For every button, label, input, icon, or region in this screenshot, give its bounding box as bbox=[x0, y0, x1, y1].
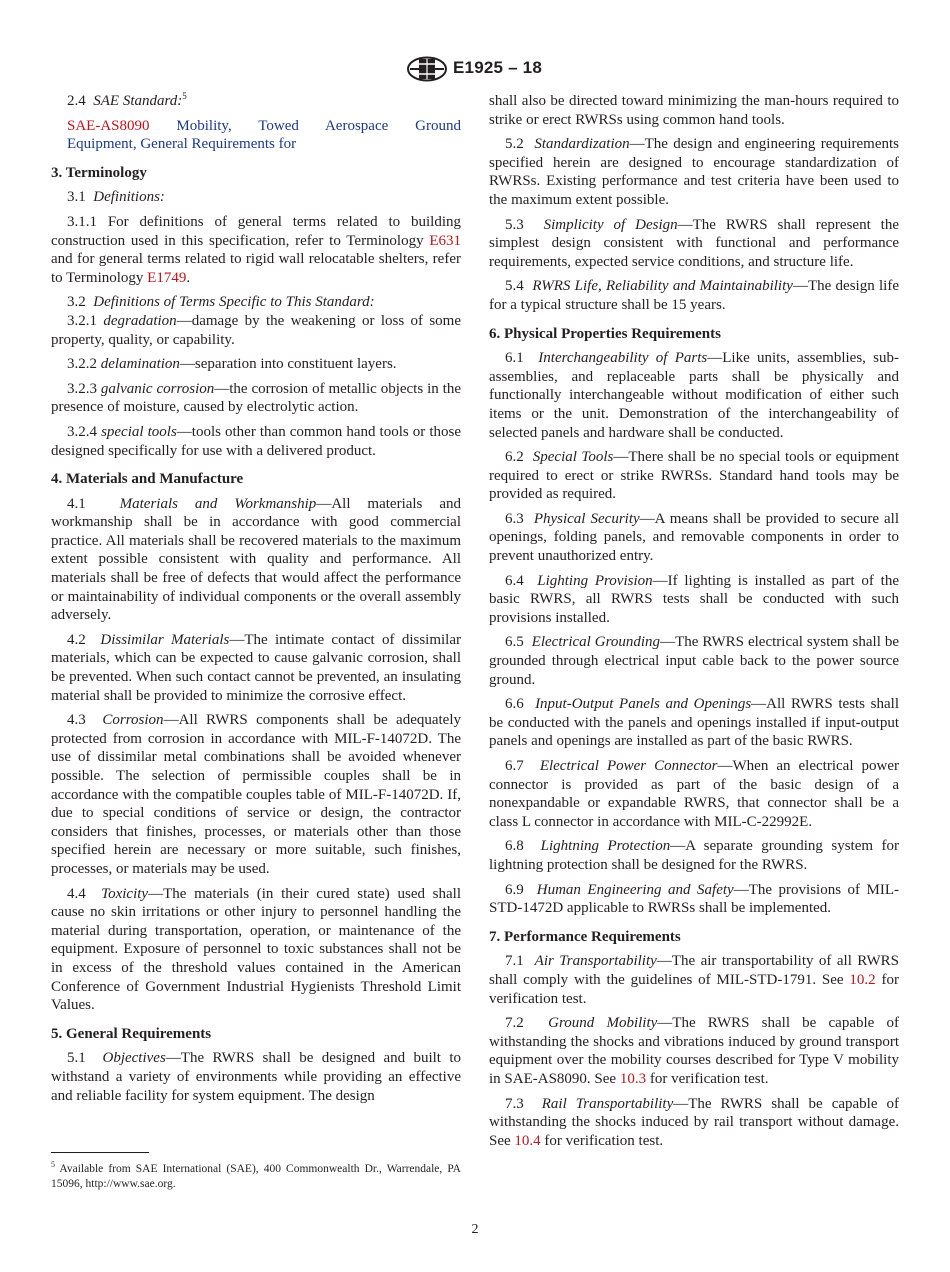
section-3-1-1: 3.1.1 For definitions of general terms related to building construction used in this specification, refer to Terminology E631 and for general terms related to rigid wall relocatable shelters, refer to Terminology E1749. bbox=[51, 213, 461, 286]
section-6-7: 6.7 Electrical Power Connector—When an electrical power connector is provided as part of the basic design of a nonexpandable or expandable RWRS, that connector shall be a class L connector in accordance with MIL-C-22992E. bbox=[489, 758, 899, 830]
section-3-2-3: 3.2.3 galvanic corrosion—the corrosion of metallic objects in the presence of moisture, caused by electrolytic action. bbox=[51, 380, 462, 416]
section-7-3: 7.3 Rail Transportability—The RWRS shall be capable of withstanding the shocks induced by rail transport without damage. See 10.4 for verification test. bbox=[489, 1095, 899, 1149]
ref-10-3-link[interactable]: 10.3 bbox=[619, 1070, 647, 1087]
astm-logo-icon bbox=[406, 56, 448, 82]
section-6-6: 6.6 Input-Output Panels and Openings—All RWRS tests shall be conducted with the panels and openings installed if input-output panels and openings are installed as part of the basic RWRS. bbox=[489, 696, 899, 750]
page-header bbox=[0, 56, 950, 82]
section-6-4: 6.4 Lighting Provision—If lighting is installed as part of the basic RWRS, all RWRS tests shall be conducted with such provisions installed. bbox=[489, 572, 899, 626]
section-3-2-4: 3.2.4 special tools—tools other than common hand tools or those designed specifically for use with a delivered product. bbox=[51, 423, 461, 459]
section-6-9: 6.9 Human Engineering and Safety—The provisions of MIL-STD-1472D applicable to RWRSs shall be implemented. bbox=[489, 881, 900, 917]
footnote-5: $^5$ Available from SAE International (SAE), 400 Commonwealth Dr., Warrendale, PA 15096, http://www.sae.org. bbox=[51, 1160, 461, 1190]
section-5-4: 5.4 RWRS Life, Reliability and Maintainability—The design life for a typical structure shall be 15 years. bbox=[489, 278, 899, 313]
section-3-2: 3.2 Definitions of Terms Specific to This Standard: bbox=[67, 294, 375, 311]
section-2-4: 2.4 SAE Standard:$^5$ bbox=[67, 91, 187, 109]
section-3-heading: 3. Terminology bbox=[51, 164, 147, 181]
sae-as8090-link[interactable]: SAE-AS8090 bbox=[67, 117, 150, 134]
ref-10-4-link[interactable]: 10.4 bbox=[514, 1132, 541, 1149]
section-6-3: 6.3 Physical Security—A means shall be provided to secure all openings, folding panels, and removable components in order to prevent unauthorized entry. bbox=[489, 510, 900, 565]
section-5-heading: 5. General Requirements bbox=[51, 1025, 212, 1042]
e1749-link[interactable]: E1749 bbox=[147, 269, 187, 286]
section-6-heading: 6. Physical Properties Requirements bbox=[489, 325, 721, 342]
right-column bbox=[489, 92, 899, 1156]
section-4-2: 4.2 Dissimilar Materials—The intimate contact of dissimilar materials, which can be expected to cause galvanic corrosion, shall be prevented. When such contact cannot be prevented, an insulating material shall be provided to minimize the corrosive effect. bbox=[51, 631, 461, 704]
ref-10-2-link[interactable]: 10.2 bbox=[849, 971, 876, 988]
section-3-1: 3.1 Definitions: bbox=[67, 189, 165, 206]
section-5-2: 5.2 Standardization—The design and engineering requirements specified herein are designed to encourage standardization of RWRSs. Existing performance and test criteria have been used to the maximum extent possible. bbox=[489, 136, 900, 208]
section-4-4: 4.4 Toxicity—The materials (in their cured state) used shall cause no skin irritations or other injury to personnel handling the material during transportation, operation, or maintenance of the equipment. Exposure of personnel to toxic substances shall not be in excess of the threshold values contained in the American Conference of Government Industrial Hygienists Threshold Limit Values. bbox=[51, 885, 461, 1014]
footnote-rule bbox=[51, 1152, 149, 1153]
section-7-1: 7.1 Air Transportability—The air transportability of all RWRS shall comply with the guidelines of MIL-STD-1791. See 10.2 for verification test. bbox=[489, 953, 899, 1007]
section-6-2: 6.2 Special Tools—There shall be no special tools or equipment required to erect or strike RWRSs. Standard hand tools may be provided as required. bbox=[489, 449, 900, 503]
e631-link[interactable]: E631 bbox=[429, 232, 461, 249]
section-4-heading: 4. Materials and Manufacture bbox=[51, 471, 244, 488]
page-number: 2 bbox=[471, 1222, 479, 1237]
section-3-2-1: 3.2.1 degradation—damage by the weakening or loss of some property, quality, or capability. bbox=[51, 312, 462, 348]
sae-reference: SAE-AS8090 Mobility, Towed Aerospace Ground Equipment, General Requirements for bbox=[67, 117, 461, 153]
standard-designation: E1925 – 18 bbox=[453, 58, 542, 77]
section-4-3: 4.3 Corrosion—All RWRS components shall be adequately protected from corrosion in accordance with MIL-F-14072D. The use of dissimilar metal combinations shall be avoided whenever possible. The selection of permissible couples shall be in accordance with the compatible couples table of MIL-F-14072D. If, due to special conditions of service or design, the contractor considers that finishes, processes, or materials other than those specified herein are necessary or more suitable, such finishes, processes, or materials may be used. bbox=[51, 712, 462, 877]
section-4-1: 4.1 Materials and Workmanship—All materials and workmanship shall be in accordance with good commercial practice. All materials shall be recovered materials to the maximum extent possible consistent with quality and performance. All materials shall be free of defects that would affect the performance or maintainability of individual components or the overall assembly adversely. bbox=[51, 495, 461, 624]
section-5-1-continued: shall also be directed toward minimizing the man-hours required to strike or erect RWRSs using common hand tools. bbox=[489, 93, 899, 128]
section-5-1: 5.1 Objectives—The RWRS shall be designed and built to withstand a variety of environments while providing an effective and reliable facility for system equipment. The design bbox=[51, 1050, 461, 1104]
section-5-3: 5.3 Simplicity of Design—The RWRS shall represent the simplest design consistent with functional and performance requirements, expected service conditions, and structure life. bbox=[489, 216, 899, 270]
left-column bbox=[51, 92, 461, 1111]
section-6-5: 6.5 Electrical Grounding—The RWRS electrical system shall be grounded through electrical input cable back to the power source ground. bbox=[489, 634, 899, 688]
section-6-1: 6.1 Interchangeability of Parts—Like units, assemblies, sub-assemblies, and replaceable parts shall be physically and functionally interchangeable without modification of either such items or the unit. Demonstration of the interchangeability of selected panels and hardware shall be conducted. bbox=[489, 350, 900, 441]
section-6-8: 6.8 Lightning Protection—A separate grounding system for lightning protection shall be designed for the RWRS. bbox=[489, 838, 899, 873]
section-7-heading: 7. Performance Requirements bbox=[489, 928, 681, 945]
section-3-2-2: 3.2.2 delamination—separation into constituent layers. bbox=[67, 356, 397, 373]
section-7-2: 7.2 Ground Mobility—The RWRS shall be capable of withstanding the shocks and vibrations induced by ground transport equipment over the mobility courses described for Type V mobility in SAE-AS8090. See 10.3 for verification test. bbox=[489, 1015, 900, 1087]
